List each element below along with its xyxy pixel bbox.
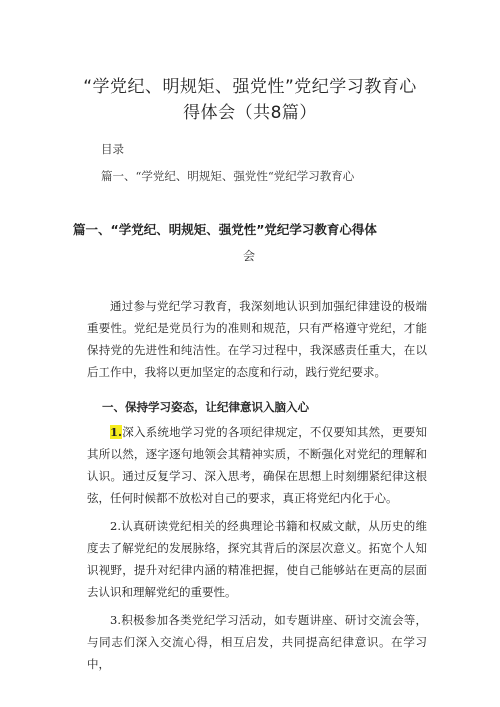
item-number-highlighted: 1. — [110, 425, 123, 439]
item-number: 3 — [110, 613, 118, 627]
list-item — [87, 515, 427, 603]
subheading: 一、保持学习姿态，让纪律意识入脑入心 — [102, 400, 309, 414]
toc-label: 目录 — [101, 142, 124, 156]
item-text: 深入系统地学习党的各项纪律规定，不仅要知其然，更要知其所以然，逐字逐句地领会其精神实质，不断强化对党纪的理解和认识。通过反复学习、深入思考，确保在思想上时刻绷紧纪律这根弦，任何时候都不放松对自己的要求，真正将党纪内化于心。 — [87, 425, 427, 505]
item-text: .积极参加各类党纪学习活动，如专题讲座、研讨交流会等，与同志们深入交流心得，相互启发，共同提高纪律意识。在学习中， — [87, 613, 427, 671]
item-number: 2 — [110, 519, 118, 533]
document-title — [60, 74, 440, 126]
list-item — [87, 609, 427, 675]
item-text: .认真研读党纪相关的经典理论书籍和权威文献，从历史的维度去了解党纪的发展脉络，探究其背后的深层次意义。拓宽个人知识视野，提升对纪律内涵的精准把握，使自己能够站在更高的层面去认识和理解党纪的重要性。 — [87, 519, 427, 599]
title-line-1: “学党纪、明规矩、强党性”党纪学习教育心 — [83, 77, 417, 97]
toc-item[interactable]: 篇一、“学党纪、明规矩、强党性“党纪学习教育心 — [101, 169, 355, 183]
list-item — [87, 421, 427, 509]
section-title-continued: 会 — [243, 249, 256, 263]
intro-paragraph: 通过参与党纪学习教育，我深刻地认识到加强纪律建设的极端重要性。党纪是党员行为的准则和规范，只有严格遵守党纪，才能保持党的先进性和纯洁性。在学习过程中，我深感责任重大，在以后工作中，我将以更加坚定的态度和行动，践行党纪要求。 — [87, 299, 427, 379]
section-title: 篇一、“学党纪、明规矩、强党性”党纪学习教育心得体 — [73, 222, 377, 237]
title-line-2: 得体会（共8篇） — [183, 103, 317, 123]
